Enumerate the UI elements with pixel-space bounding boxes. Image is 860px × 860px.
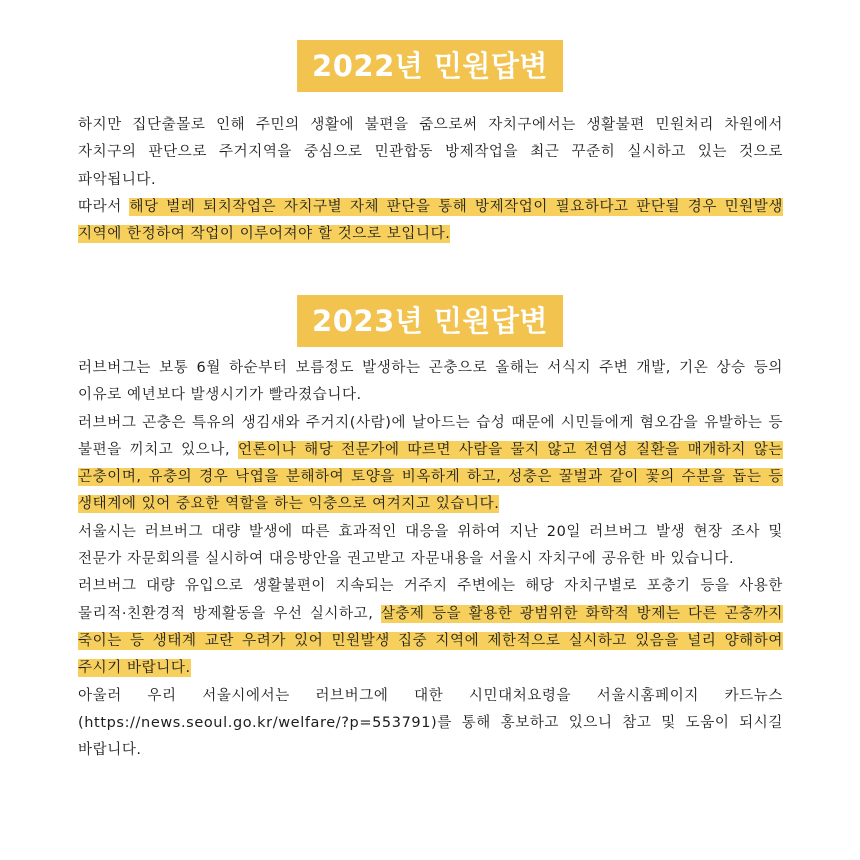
answer-2022-body xyxy=(78,112,783,248)
paragraph-text: 러브버그는 보통 6월 하순부터 보름정도 발생하는 곤충으로 올해는 서식지 주변 개발, 기온 상승 등의 이유로 예년보다 발생시기가 빨라졌습니다. xyxy=(78,360,783,404)
paragraph-text: 서울시는 러브버그 대량 발생에 따른 효과적인 대응을 위하여 지난 20일 러브버그 발생 현장 조사 및 전문가 자문회의를 실시하여 대응방안을 권고받고 자문내용을 서울시 자치구에 공유한 바 있습니다. xyxy=(78,523,783,568)
answer-2023-paragraph-3 xyxy=(78,519,783,574)
answer-2023-paragraph-5 xyxy=(78,683,783,765)
answer-2022-paragraph-1 xyxy=(78,112,783,194)
answer-2023-paragraph-4 xyxy=(78,573,783,682)
paragraph-text: 러브버그 대량 유입으로 생활불편이 지속되는 거주지 주변에는 해당 자치구별로 포충기 등을 사용한 물리적·친환경적 방제활동을 우선 실시하고, xyxy=(78,578,783,622)
highlighted-text: 해당 벌레 퇴치작업은 자치구별 자체 판단을 통해 방제작업이 필요하다고 판단될 경우 민원발생 지역에 한정하여 작업이 이루어져야 할 것으로 보입니다. xyxy=(78,198,783,243)
paragraph-text: 따라서 xyxy=(78,198,130,215)
section-title-2022: 2022년 민원답변 xyxy=(297,40,563,92)
answer-2023-body xyxy=(78,355,783,764)
highlighted-text: 언론이나 해당 전문가에 따르면 사람을 물지 않고 전염성 질환을 매개하지 않는 곤충이며, 유충의 경우 낙엽을 분해하여 토양을 비옥하게 하고, 성충은 꿀벌과 같이 꽃의 수분을 돕는 등 생태계에 있어 중요한 역할을 하는 익충으로 여겨지고 있습니다. xyxy=(78,441,783,513)
paragraph-text: 하지만 집단출몰로 인해 주민의 생활에 불편을 줌으로써 자치구에서는 생활불편 민원처리 차원에서 자치구의 판단으로 주거지역을 중심으로 민관합동 방제작업을 최근 꾸준히 실시하고 있는 것으로 파악됩니다. xyxy=(78,117,783,188)
answer-2023-paragraph-2 xyxy=(78,410,783,519)
section-title-2023: 2023년 민원답변 xyxy=(297,295,563,347)
paragraph-text: 아울러 우리 서울시에서는 러브버그에 대한 시민대처요령을 서울시홈페이지 카드뉴스(https://news.seoul.go.kr/welfare/?p=553791)를 통해 홍보하고 있으니 참고 및 도움이 되시길 바랍니다. xyxy=(78,687,783,759)
paragraph-text: 러브버그 곤충은 특유의 생김새와 주거지(사람)에 날아드는 습성 때문에 시민들에게 혐오감을 유발하는 등 불편을 끼치고 있으나, xyxy=(78,414,783,458)
answer-2022-paragraph-2 xyxy=(78,194,783,249)
highlighted-text: 살충제 등을 활용한 광범위한 화학적 방제는 다른 곤충까지 죽이는 등 생태계 교란 우려가 있어 민원발생 집중 지역에 제한적으로 실시하고 있음을 널리 양해하여 주시기 바랍니다. xyxy=(78,605,783,677)
answer-2023-paragraph-1 xyxy=(78,355,783,410)
